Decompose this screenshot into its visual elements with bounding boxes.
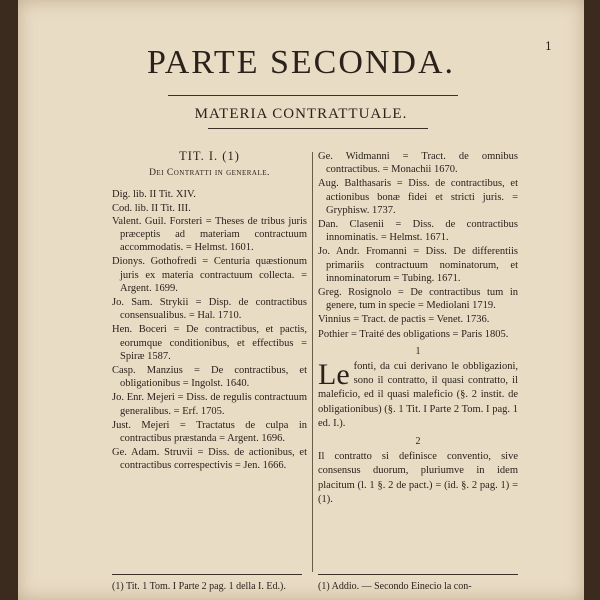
bibliography-entry: Ge. Widmanni = Tract. de omnibus contractibus. = Monachii 1670. <box>318 151 518 176</box>
column-divider <box>312 152 313 572</box>
bibliography-entry: Cod. lib. II Tit. III. <box>112 202 191 214</box>
paragraph-number: 2 <box>415 436 421 448</box>
footnote-rule <box>112 574 302 575</box>
footnote: (1) Addio. — Secondo Einecio la con- <box>318 581 472 592</box>
part-title: PARTE SECONDA. <box>146 44 456 81</box>
footnote-rule <box>318 574 518 575</box>
body-paragraph <box>318 360 518 431</box>
bibliography-entry: Pothier = Traité des obligations = Paris 1805. <box>318 328 509 340</box>
section-rule <box>208 128 428 129</box>
title-subheading: Dei Contratti in generale. <box>149 168 270 179</box>
bibliography-entry: Ge. Adam. Struvii = Diss. de actionibus, et contractibus correspectivis = Jen. 1666. <box>112 447 307 472</box>
bibliography-entry: Jo. Andr. Fromanni = Diss. De differentiis primariis contractuum nominatorum, et innominatorum = Tubing. 1671. <box>318 246 518 284</box>
bibliography-entry: Vinnius = Tract. de pactis = Venet. 1736. <box>318 314 490 326</box>
right-column <box>318 150 518 507</box>
bibliography-entry: Dionys. Gothofredi = Centuria quæstionum juris ex materia contractuum collecta. = Argent. 1699. <box>112 256 307 294</box>
page-number: 1 <box>545 40 552 53</box>
bibliography-entry: Dig. lib. II Tit. XIV. <box>112 189 196 201</box>
section-title: MATERIA CONTRATTUALE. <box>194 106 408 122</box>
bibliography-entry: Casp. Manzius = De contractibus, et obligationibus = Ingolst. 1640. <box>112 365 307 390</box>
body-paragraph: Il contratto si definisce conventio, sive consensus duorum, pluriumve in idem placitum (l. 1 §. 2 de pact.) = (id. §. 2 pag. 1) = (1). <box>318 451 518 505</box>
paragraph-text: fonti, da cui derivano le obbligazioni, sono il contratto, il quasi contratto, il maleficio, ed il quasi maleficio (§. 2 instit. de obligationibus) (§. 1 Tit. I Parte 2 Tom. I pag. 1 ed. I.). <box>318 361 518 429</box>
paragraph-number: 1 <box>415 345 421 357</box>
drop-cap: Le <box>318 358 350 392</box>
title-rule <box>168 95 458 96</box>
bibliography-entry: Aug. Balthasaris = Diss. de contractibus, et actionibus bonæ fidei et stricti juris. = Gryphisw. 1737. <box>318 178 518 216</box>
bibliography-entry: Jo. Sam. Strykii = Disp. de contractibus consensualibus. = Hal. 1710. <box>112 297 307 322</box>
left-column <box>112 150 307 474</box>
bibliography-entry: Greg. Rosignolo = De contractibus tum in genere, tum in specie = Mediolani 1719. <box>318 287 518 312</box>
bibliography-entry: Dan. Clasenii = Diss. de contractibus innominatis. = Helmst. 1671. <box>318 219 518 244</box>
bibliography-entry: Jo. Enr. Mejeri = Diss. de regulis contractuum generalibus. = Erf. 1705. <box>112 392 307 417</box>
bibliography-entry: Just. Mejeri = Tractatus de culpa in contractibus præstanda = Argent. 1696. <box>112 419 307 445</box>
title-heading: TIT. I. (1) <box>179 149 240 163</box>
bibliography-entry: Hen. Boceri = De contractibus, et pactis, eorumque conditionibus, et effectibus = Spiræ 1587. <box>112 324 307 362</box>
bibliography-entry: Valent. Guil. Forsteri = Theses de tribus juris præceptis ad materiam contractuum accommodatis. = Helmst. 1601. <box>112 215 307 254</box>
footnote: (1) Tit. 1 Tom. I Parte 2 pag. 1 della I. Ed.). <box>112 581 286 592</box>
book-page <box>18 0 584 600</box>
